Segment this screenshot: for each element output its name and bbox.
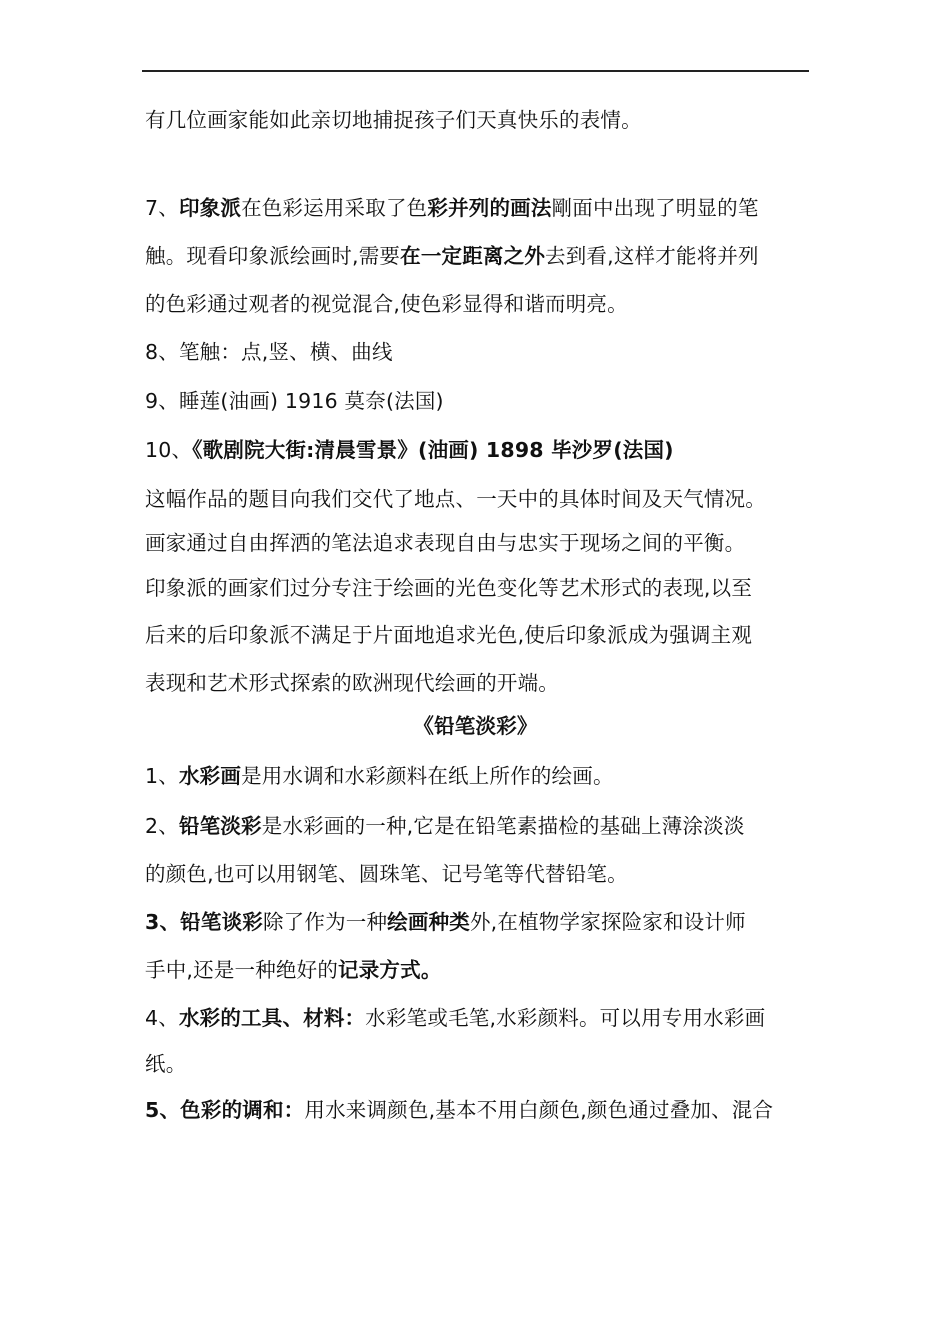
- paragraph-line-3: 印象派的画家们过分专注于绘画的光色变化等艺术形式的表现,以至: [145, 576, 753, 600]
- section-item-5: 5、色彩的调和：用水来调颜色,基本不用白颜色,颜色通过叠加、混合: [145, 1098, 774, 1122]
- section-item-3-line-2: 手中,还是一种绝好的记录方式。: [145, 958, 442, 982]
- item-7-line-2: 触。现看印象派绘画时,需要在一定距离之外去到看,这样才能将并列: [145, 244, 759, 268]
- intro-line: 有几位画家能如此亲切地捕捉孩子们天真快乐的表情。: [145, 108, 642, 132]
- item-8: 8、笔触：点,竖、横、曲线: [145, 340, 393, 364]
- section-item-2-line-2: 的颜色,也可以用钢笔、圆珠笔、记号笔等代替铅笔。: [145, 862, 628, 886]
- header-rule: [142, 70, 809, 72]
- item-7-line-3: 的色彩通过观者的视觉混合,使色彩显得和谐而明亮。: [145, 292, 628, 316]
- section-item-1: 1、水彩画是用水调和水彩颜料在纸上所作的绘画。: [145, 764, 614, 788]
- section-item-3-line-1: 3、铅笔谈彩除了作为一种绘画种类外,在植物学家探险家和设计师: [145, 910, 746, 934]
- paragraph-line-1: 这幅作品的题目向我们交代了地点、一天中的具体时间及天气情况。: [145, 487, 766, 511]
- paragraph-line-4: 后来的后印象派不满足于片面地追求光色,使后印象派成为强调主观: [145, 623, 753, 647]
- paragraph-line-2: 画家通过自由挥洒的笔法追求表现自由与忠实于现场之间的平衡。: [145, 531, 746, 555]
- section-heading: 《铅笔淡彩》: [413, 714, 538, 738]
- item-10: 10、《歌剧院大街:清晨雪景》(油画) 1898 毕沙罗(法国): [145, 438, 674, 462]
- paragraph-line-5: 表现和艺术形式探索的欧洲现代绘画的开端。: [145, 671, 559, 695]
- section-item-2-line-1: 2、铅笔淡彩是水彩画的一种,它是在铅笔素描检的基础上薄涂淡淡: [145, 814, 745, 838]
- section-item-4-line-2: 纸。: [145, 1052, 187, 1076]
- item-7-line-1: 7、印象派在色彩运用采取了色彩并列的画法剛面中出现了明显的笔: [145, 196, 759, 220]
- item-9: 9、睡莲(油画) 1916 莫奈(法国): [145, 389, 444, 413]
- section-item-4-line-1: 4、水彩的工具、材料：水彩笔或毛笔,水彩颜料。可以用专用水彩画: [145, 1006, 766, 1030]
